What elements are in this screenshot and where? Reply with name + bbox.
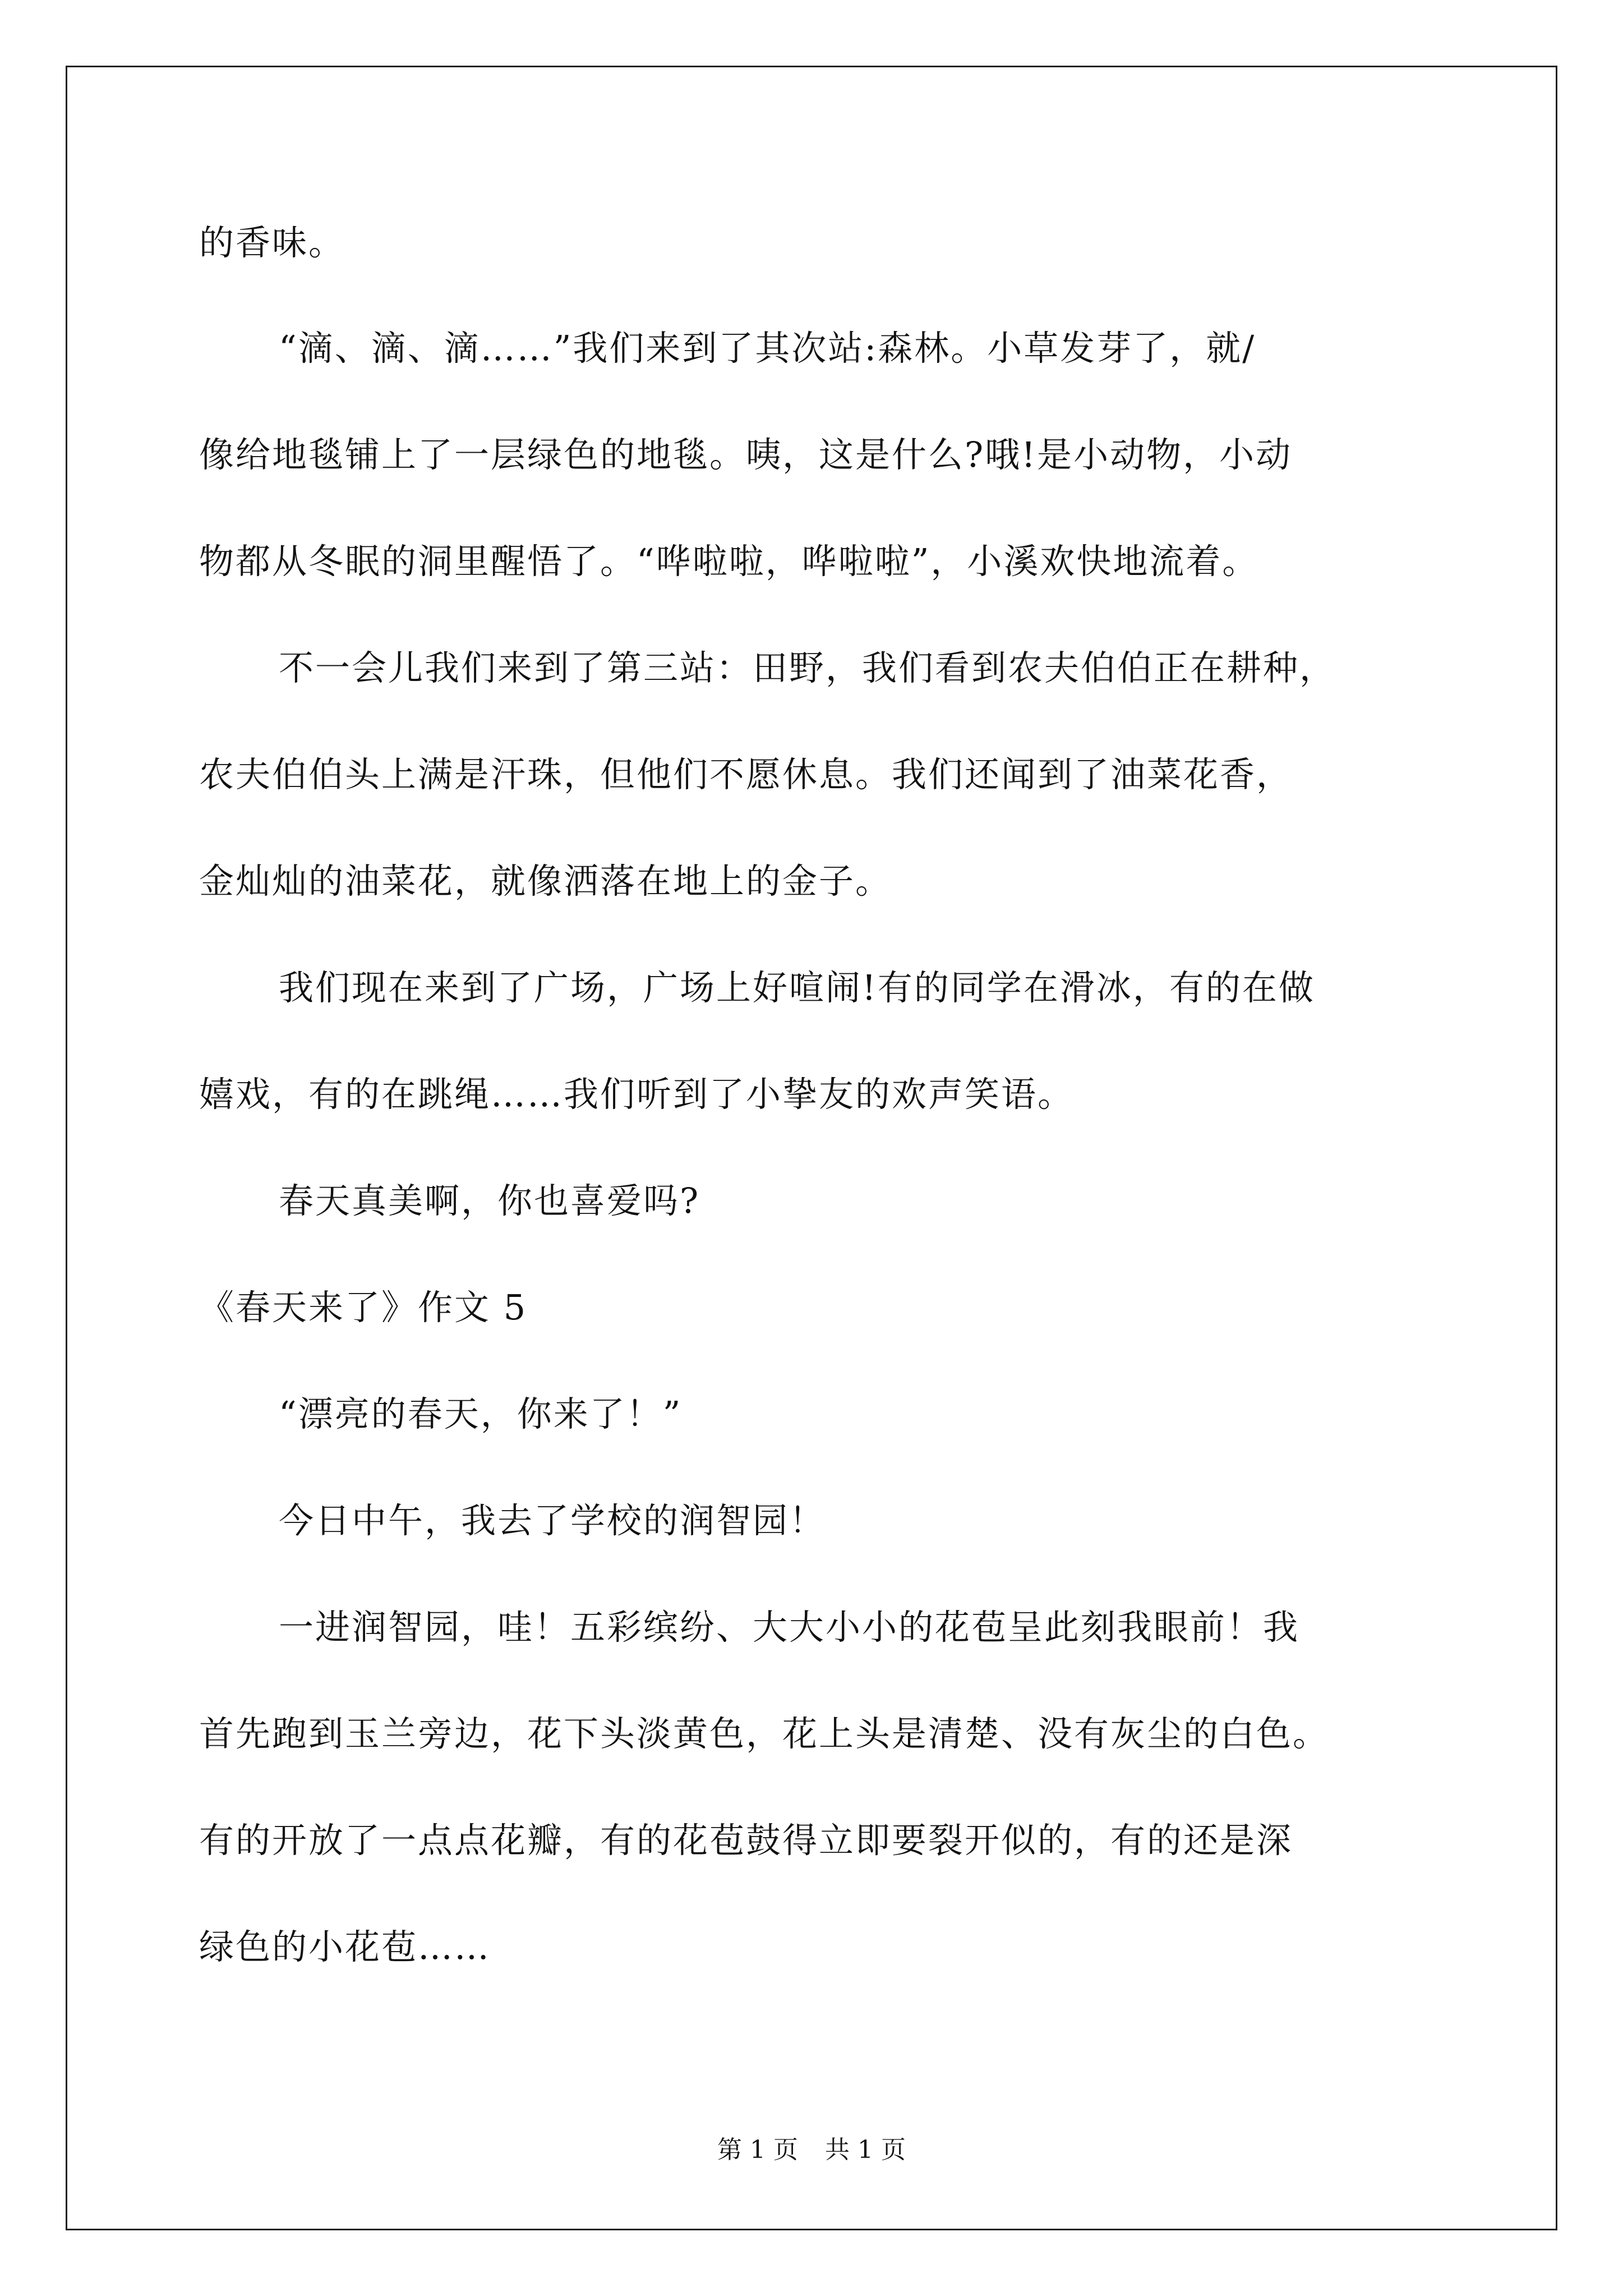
text-line: 嬉戏，有的在跳绳……我们听到了小挚友的欢声笑语。: [199, 1074, 1075, 1115]
paragraph-start-line: 不一会儿我们来到了第三站：田野，我们看到农夫伯伯正在耕种，: [279, 647, 1336, 688]
text-line: 的香味。: [199, 222, 345, 263]
text-line: 物都从冬眠的洞里醒悟了。“哗啦啦，哗啦啦”，小溪欢快地流着。: [199, 541, 1259, 582]
paragraph-start-line: 春天真美啊，你也喜爱吗?: [279, 1180, 700, 1221]
paragraph-start-line: “滴、滴、滴……”我们来到了其次站:森林。小草发芽了，就/: [279, 328, 1256, 369]
page-number: 第 1 页: [717, 2136, 798, 2164]
text-line: 像给地毯铺上了一层绿色的地毯。咦，这是什么?哦!是小动物，小动: [199, 434, 1293, 475]
paragraph-start-line: “漂亮的春天，你来了！”: [279, 1393, 683, 1434]
text-line: 有的开放了一点点花瓣，有的花苞鼓得立即要裂开似的，有的还是深: [199, 1820, 1293, 1861]
text-line: 绿色的小花苞……: [199, 1926, 491, 1967]
page-total: 共 1 页: [825, 2136, 906, 2164]
text-line: 农夫伯伯头上满是汗珠，但他们不愿休息。我们还闻到了油菜花香，: [199, 754, 1293, 795]
section-heading: 《春天来了》作文 5: [199, 1287, 528, 1328]
text-line: 首先跑到玉兰旁边，花下头淡黄色，花上头是清楚、没有灰尘的白色。: [199, 1713, 1330, 1754]
text-line: 金灿灿的油菜花，就像洒落在地上的金子。: [199, 861, 892, 901]
paragraph-start-line: 我们现在来到了广场，广场上好喧闹!有的同学在滑冰，有的在做: [279, 967, 1315, 1008]
paragraph-start-line: 一进润智园，哇！五彩缤纷、大大小小的花苞呈此刻我眼前！我: [279, 1607, 1300, 1648]
paragraph-start-line: 今日中午，我去了学校的润智园！: [279, 1500, 826, 1541]
document-body: [199, 216, 1461, 1974]
page-footer: [0, 2134, 1623, 2166]
